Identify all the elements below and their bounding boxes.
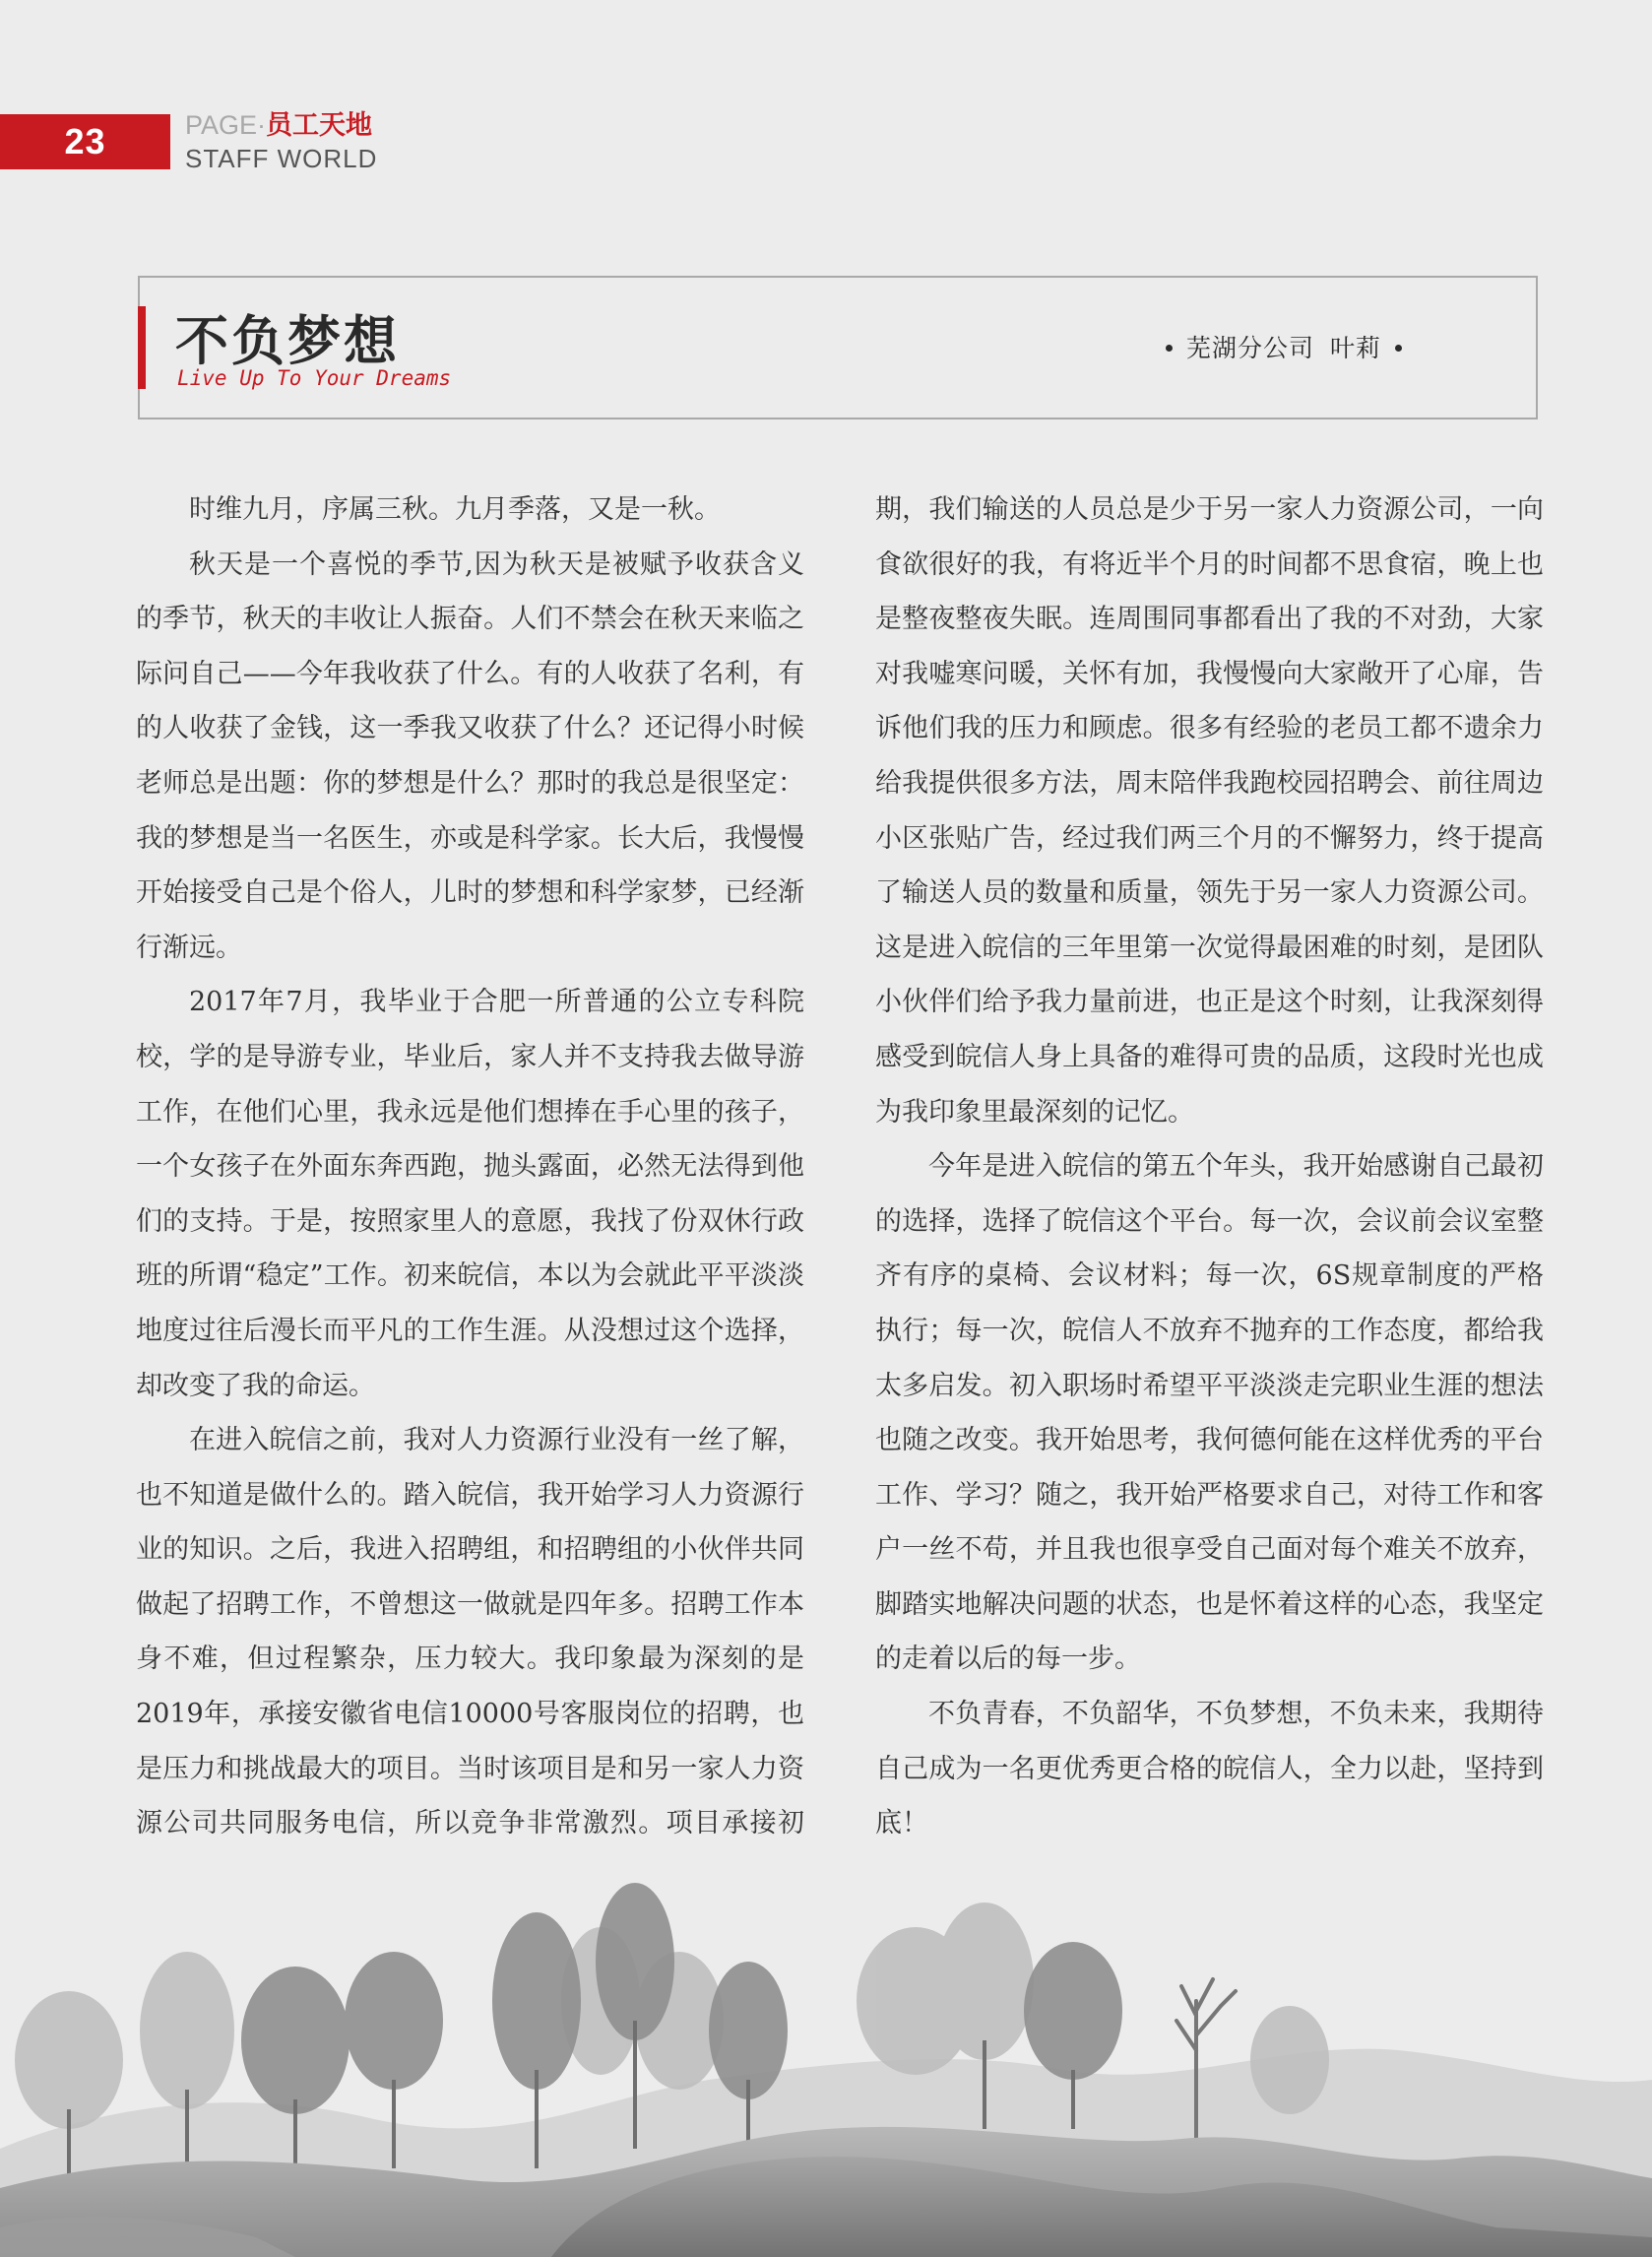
article-paragraph: 秋天是一个喜悦的季节,因为秋天是被赋予收获含义的季节，秋天的丰收让人振奋。人们不禁会在秋天来临之际问自己——今年我收获了什么。有的人收获了名利，有的人收获了金钱，这一季我又收获了什么？还记得小时候老师总是出题：你的梦想是什么？那时的我总是很坚定：我的梦想是当一名医生，亦或是科学家。长大后，我慢慢开始接受自己是个俗人，儿时的梦想和科学家梦，已经渐行渐远。 (136, 548, 804, 963)
article-paragraph: 时维九月，序属三秋。九月季落，又是一秋。 (189, 494, 721, 525)
bullet-dot-icon (1395, 345, 1402, 352)
article-subtitle: Live Up To Your Dreams (177, 366, 452, 390)
article-body (136, 483, 1544, 1861)
page-separator: · (257, 110, 267, 140)
article-paragraph: 2017年7月，我毕业于合肥一所普通的公立专科院校，学的是导游专业，毕业后，家人并不支持我去做导游工作，在他们心里，我永远是他们想捧在手心里的孩子，一个女孩子在外面东奔西跑，抛头露面，必然无法得到他们的支持。于是，按照家里人的意愿，我找了份双休行政班的所谓“稳定”工作。初来皖信，本以为会就此平平淡淡地度过往后漫长而平凡的工作生涯。从没想过这个选择，却改变了我的命运。 (136, 987, 804, 1401)
section-label (185, 112, 377, 171)
title-accent-bar (138, 306, 146, 389)
article-paragraph: 不负青春，不负韶华，不负梦想，不负未来，我期待自己成为一名更优秀更合格的皖信人，全力以赴，坚持到底！ (875, 1699, 1544, 1839)
section-title-en: STAFF WORLD (185, 144, 378, 173)
page-prefix: PAGE (185, 110, 258, 140)
article-paragraph: 在进入皖信之前，我对人力资源行业没有一丝了解，也不知道是做什么的。踏入皖信，我开始学习人力资源行业的知识。之后，我进入招聘组，和招聘组的小伙伴共同做起了招聘工作，不曾想这一做就是四年多。招聘工作本身不难，但过程繁杂，压力较大。我印象最为深刻的是2019年，承接安徽省电信10000号客服岗位的招聘，也是压力和挑战最大的项目。当时该项目是和另一家人力资源公司共同服务电信，所以竞争非常激烈。项目承接初期，我们输送的人员总是少于另一家人力资源公司，一向食欲很好的我，有将近半个月的时间都不思食宿，晚上也是整夜整夜失眠。连周围同事都看出了我的不对劲，大家对我嘘寒问暖，关怀有加，我慢慢向大家敞开了心扉，告诉他们我的压力和顾虑。很多有经验的老员工都不遗余力给我提供很多方法，周末陪伴我跑校园招聘会、前往周边小区张贴广告，经过我们两三个月的不懈努力，终于提高了输送人员的数量和质量，领先于另一家人力资源公司。这是进入皖信的三年里第一次觉得最困难的时刻，是团队小伙伴们给予我力量前进，也正是这个时刻，让我深刻得感受到皖信人身上具备的难得可贵的品质，这段时光也成为我印象里最深刻的记忆。 (136, 494, 1544, 1839)
bullet-dot-icon (1166, 345, 1173, 352)
article-title-box (138, 276, 1538, 419)
article-title: 不负梦想 (175, 309, 400, 372)
byline-text: 芜湖分公司 叶莉 (1185, 334, 1381, 362)
section-title-cn: 员工天地 (266, 110, 373, 140)
page-number: 23 (0, 114, 170, 169)
landscape-illustration (0, 1853, 1652, 2257)
section-label-line1 (185, 112, 377, 139)
article-byline (1152, 329, 1416, 364)
article-paragraph: 今年是进入皖信的第五个年头，我开始感谢自己最初的选择，选择了皖信这个平台。每一次，会议前会议室整齐有序的桌椅、会议材料；每一次，6S规章制度的严格执行；每一次，皖信人不放弃不抛弃的工作态度，都给我太多启发。初入职场时希望平平淡淡走完职业生涯的想法也随之改变。我开始思考，我何德何能在这样优秀的平台工作、学习？随之，我开始严格要求自己，对待工作和客户一丝不苟，并且我也很享受自己面对每个难关不放弃，脚踏实地解决问题的状态，也是怀着这样的心态，我坚定的走着以后的每一步。 (875, 1151, 1544, 1675)
